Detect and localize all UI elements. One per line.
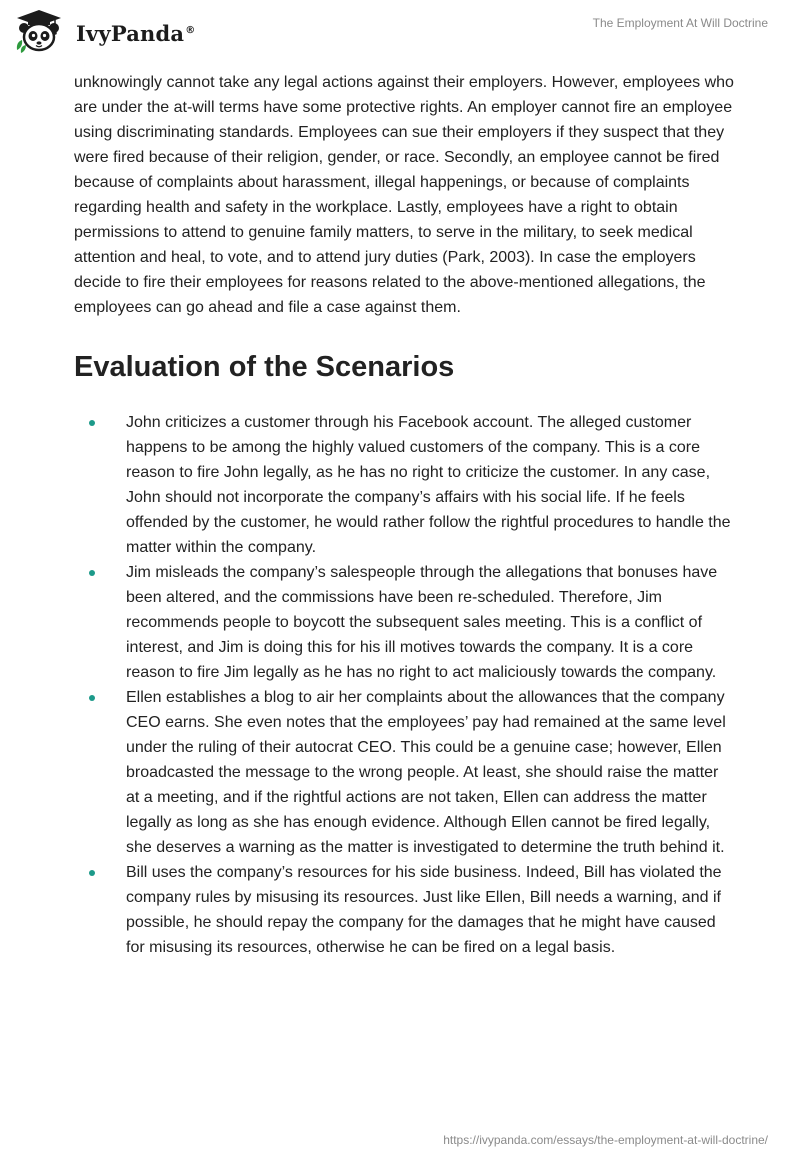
scenario-text: Bill uses the company’s resources for his side business. Indeed, Bill has violated the company rules by misusing its resources. Just like Ellen, Bill needs a warning, and if possible, he should repay the company for the damages that he might have caused for misusing its resources, otherwise he can be fired on a legal basis. [126,864,722,956]
bullet-dot-icon [89,870,95,876]
essay-content [74,70,734,960]
scenario-text: Jim misleads the company’s salespeople through the allegations that bonuses have been altered, and the commissions have been re-scheduled. Therefore, Jim recommends people to boycott the subsequent sales meeting. This is a conflict of interest, and Jim is doing this for his ill motives towards the company. It is a core reason to fire Jim legally as he has no right to act maliciously towards the company. [126,564,718,681]
scenario-item-ellen [74,685,734,860]
scenario-item-john [74,410,734,560]
bullet-dot-icon [89,420,95,426]
section-heading: Evaluation of the Scenarios [74,351,455,383]
page-header [0,0,800,62]
scenario-item-bill [74,860,734,960]
scenario-text: John criticizes a customer through his Facebook account. The alleged customer happens to be among the highly valued customers of the company. This is a core reason to fire John legally, as he has no right to criticize the customer. In any case, John should not incorporate the company’s affairs with his social life. If he feels offended by the customer, he would rather follow the rightful procedures to handle the matter within the company. [126,414,731,556]
bullet-dot-icon [89,695,95,701]
ivypanda-logo[interactable] [14,8,195,54]
document-title: The Employment At Will Doctrine [592,16,768,30]
intro-paragraph: unknowingly cannot take any legal actions against their employers. However, employees who are under the at-will terms have some protective rights. An employer cannot fire an employee using discriminating standards. Employees can sue their employers if they suspect that they were fired because of their religion, gender, or race. Secondly, an employee cannot be fired because of complaints about harassment, illegal happenings, or because of complaints regarding health and safety in the workplace. Lastly, employees have a right to obtain permissions to attend to genuine family matters, to serve in the military, to seek medical attention and heal, to vote, and to attend jury duties (Park, 2003). In case the employers decide to fire their employees for reasons related to the above-mentioned allegations, the employees can go ahead and file a case against them. [74,74,734,316]
scenario-list [74,410,734,960]
bullet-dot-icon [89,570,95,576]
brand-name: IvyPanda® [76,20,196,46]
source-url-link[interactable]: https://ivypanda.com/essays/the-employment-at-will-doctrine/ [443,1133,768,1147]
scenario-text: Ellen establishes a blog to air her complaints about the allowances that the company CEO earns. She even notes that the employees’ pay had remained at the same level under the ruling of their autocrat CEO. This could be a genuine case; however, Ellen broadcasted the message to the wrong people. At least, she should raise the matter at a meeting, and if the rightful actions are not taken, Ellen can address the matter legally as long as she has enough evidence. Although Ellen cannot be fired legally, she deserves a warning as the matter is investigated to determine the truth behind it. [126,689,726,856]
registered-mark: ® [185,24,196,36]
panda-graduation-cap-icon [14,8,64,54]
scenario-item-jim [74,560,734,685]
